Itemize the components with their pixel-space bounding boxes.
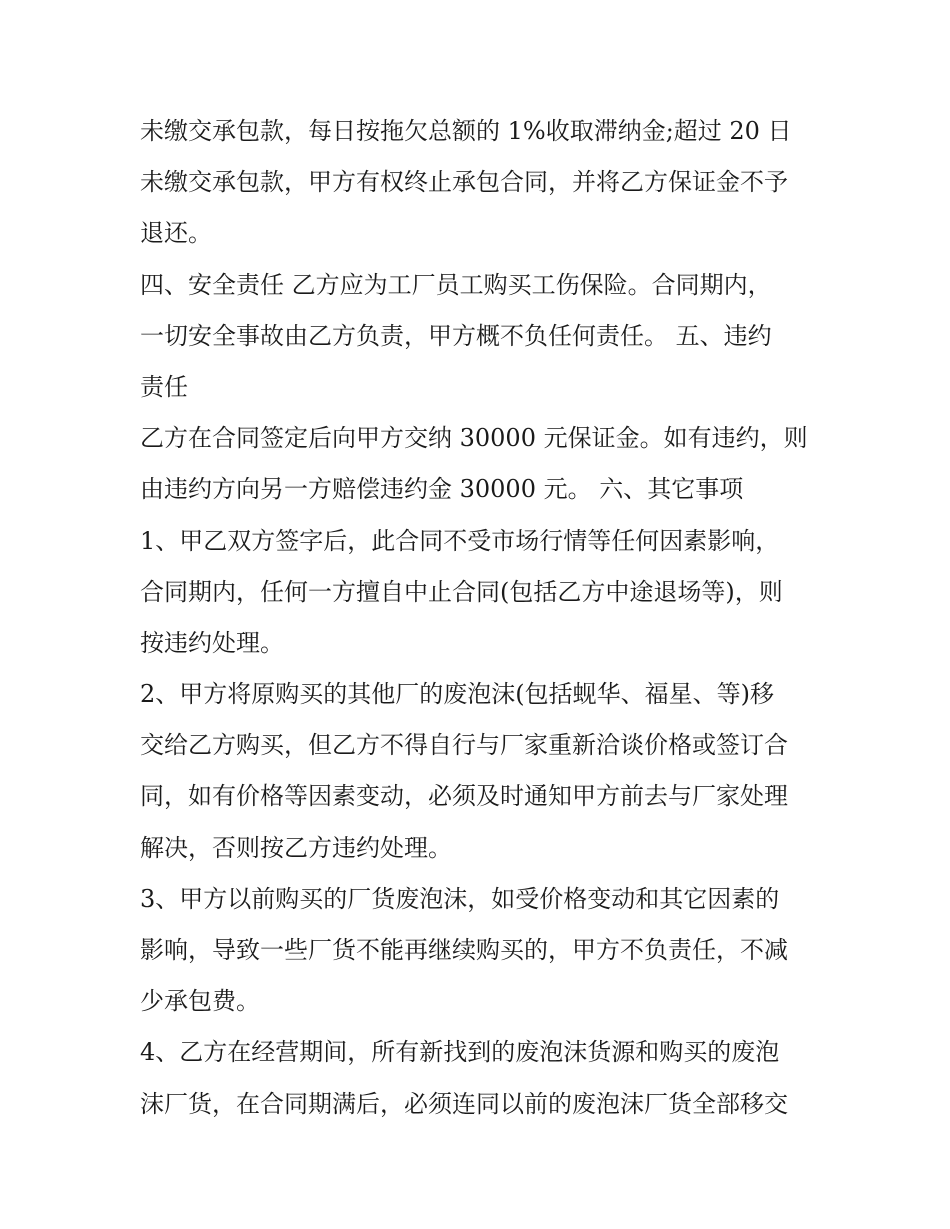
text-line: 少承包费。 bbox=[140, 987, 260, 1016]
text-line: 交给乙方购买，但乙方不得自行与厂家重新洽谈价格或签订合 bbox=[140, 731, 788, 760]
text-line: 乙方在合同签定后向甲方交纳 30000 元保证金。如有违约，则 bbox=[140, 424, 808, 453]
text-line: 按违约处理。 bbox=[140, 628, 284, 657]
text-line: 未缴交承包款，每日按拖欠总额的 1%收取滞纳金;超过 20 日 bbox=[140, 117, 792, 145]
text-line: 四、安全责任 乙方应为工厂员工购买工伤保险。合同期内， bbox=[140, 270, 772, 299]
text-line: 退还。 bbox=[140, 219, 212, 248]
text-line: 合同期内，任何一方擅自中止合同(包括乙方中途退场等)，则 bbox=[140, 577, 783, 606]
text-line: 解决，否则按乙方违约处理。 bbox=[140, 833, 452, 862]
text-line: 由违约方向另一方赔偿违约金 30000 元。 六、其它事项 bbox=[140, 475, 744, 504]
text-line: 1、甲乙双方签字后，此合同不受市场行情等任何因素影响， bbox=[140, 526, 780, 555]
text-line: 同，如有价格等因素变动，必须及时通知甲方前去与厂家处理 bbox=[140, 782, 788, 811]
text-line: 责任 bbox=[140, 372, 188, 401]
text-line: 一切安全事故由乙方负责，甲方概不负任何责任。 五、违约 bbox=[140, 321, 772, 350]
text-line: 沫厂货，在合同期满后，必须连同以前的废泡沫厂货全部移交 bbox=[140, 1089, 788, 1118]
text-line: 影响，导致一些厂货不能再继续购买的，甲方不负责任，不减 bbox=[140, 936, 788, 964]
text-line: 未缴交承包款，甲方有权终止承包合同，并将乙方保证金不予 bbox=[140, 168, 788, 197]
contract-text bbox=[140, 106, 830, 1130]
text-line: 2、甲方将原购买的其他厂的废泡沫(包括蚬华、福星、等)移 bbox=[140, 680, 774, 709]
text-line: 3、甲方以前购买的厂货废泡沫，如受价格变动和其它因素的 bbox=[140, 884, 780, 913]
text-line: 4、乙方在经营期间，所有新找到的废泡沫货源和购买的废泡 bbox=[140, 1038, 780, 1067]
